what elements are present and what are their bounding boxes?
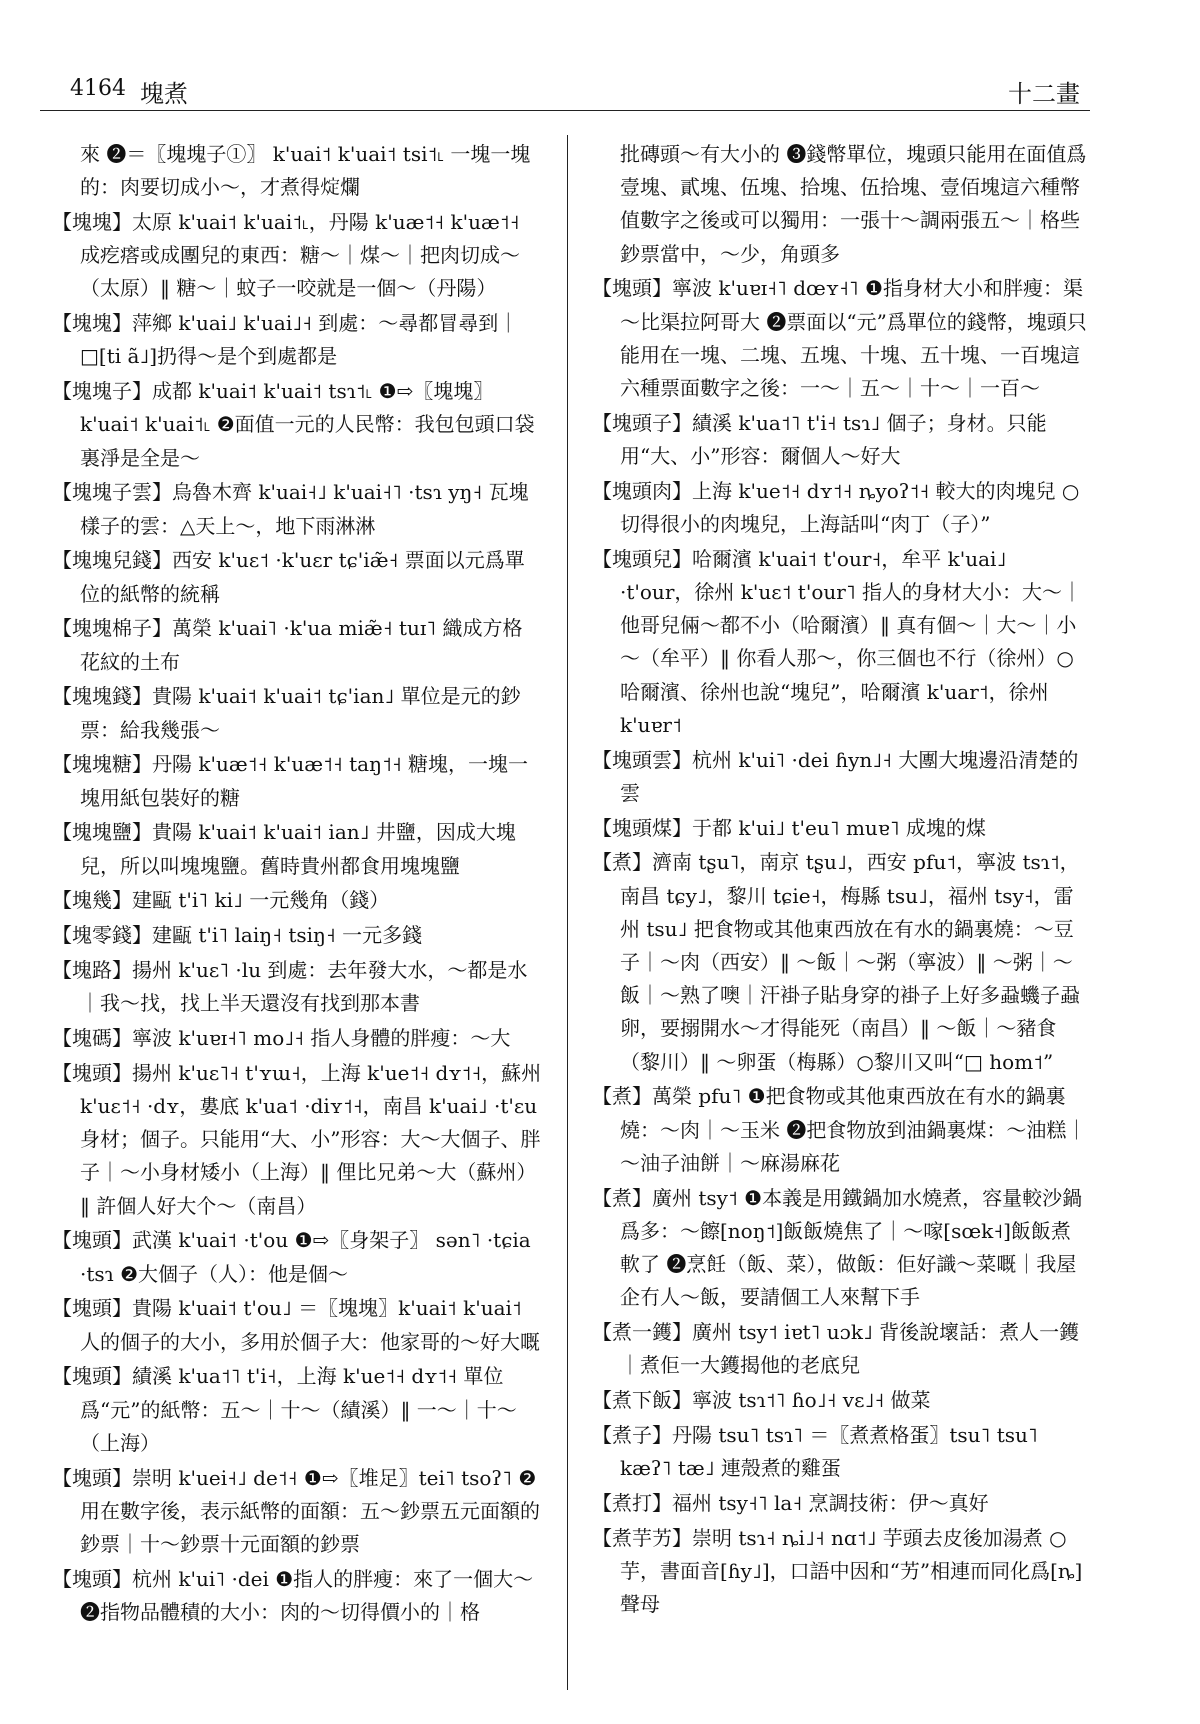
dictionary-entry: 【塊塊子】成都 k'uai˦ k'uai˦ tsɿ˦˪ ❶⇨〖塊塊〗k'uai˦ k'uai˦˪ ❷面值一元的人民幣：我包包頭口袋裏淨是全是～: [52, 379, 535, 470]
dictionary-entry: 【塊塊】萍鄉 k'uai˩ k'uai˩˧ 到處：～尋都冒尋到｜□[ti ã˩]扔得～是个到處都是: [52, 311, 519, 369]
dictionary-entry: 【煮一鑊】廣州 tsy˦ iɐt˥ uɔk˩ 背後說壞話：煮人一鑊｜煮佢一大鑊揭他的老底兒: [592, 1320, 1080, 1378]
dictionary-entry: 【煮】廣州 tsy˦ ❶本義是用鐵鍋加水燒煮，容量較沙鍋爲多：～𩟔[noŋ˦]飯飯燒焦了｜～𠺢[sœk˧]飯飯煮軟了 ❷烹飪（飯、菜），做飯：佢好識～菜嘅｜我屋企冇人～飯，要請個工人來幫下手: [592, 1185, 1083, 1310]
page-number: 4164: [70, 76, 126, 101]
dictionary-entry: 【塊塊子雲】烏魯木齊 k'uai˧˩ k'uai˧˥ ·tsɿ yŋ˧ 瓦塊樣子的雲：△天上～，地下雨淋淋: [52, 480, 529, 538]
dictionary-entry: 【塊塊錢】貴陽 k'uai˦ k'uai˦ tɕ'ian˩ 單位是元的鈔票：給我幾張～: [52, 684, 521, 742]
dictionary-entry: 【塊頭雲】杭州 k'ui˥ ·dei ɦyn˩˧ 大團大塊邊沿清楚的雲: [592, 747, 1079, 805]
dictionary-entry: 【煮下飯】寧波 tsɿ˦˥ ɦo˩˧ vɛ˩˧ 做菜: [592, 1388, 931, 1413]
dictionary-entry: 【煮打】福州 tsy˧˥ la˧ 烹調技術：伊～真好: [592, 1490, 989, 1515]
right-column: [592, 138, 1087, 1623]
dictionary-entry: 【塊頭】績溪 k'ua˦˥ t'i˧，上海 k'ue˦˧ dʏ˦˧ 單位爲“元”的紙幣：五～｜十～（績溪）‖ 一～｜十～（上海）: [52, 1364, 517, 1455]
dictionary-entry: 【塊頭兒】哈爾濱 k'uai˦ t'our˧，牟平 k'uai˩ ·t'our，徐州 k'uɛ˦ t'our˥ 指人的身材大小：大～｜他哥兒倆～都不小（哈爾濱）‖ 真有個～｜大～｜小～（牟平）‖ 你看人那～，你三個也不行（徐州）○哈爾濱、徐州也說“塊兒”，哈爾濱 k'uar˦，徐州 k'uɐr˦: [592, 546, 1083, 737]
dictionary-entry: 【塊頭】杭州 k'ui˥ ·dei ❶指人的胖瘦：來了一個大～ ❷指物品體積的大小：肉的～切得價小的｜格: [52, 1566, 534, 1625]
dictionary-entry: 【煮】濟南 tʂu˥，南京 tʂu˩，西安 pfu˦，寧波 tsɿ˦，南昌 tɕy˩，黎川 tɕie˧，梅縣 tsu˩，福州 tsy˧，雷州 tsu˩ 把食物或其他東西放在有水的鍋裏燒：～豆子｜～肉（西安）‖ ～飯｜～粥（寧波）‖ ～粥｜～飯｜～熟了噢｜汗褂子貼身穿的褂子上好多蝨蟣子蝨卵，要搦開水～才得能死（南昌）‖ ～飯｜～豬食（黎川）‖ ～卵蛋（梅縣）○黎川又叫“□ hom˦”: [592, 850, 1080, 1074]
dictionary-entry: 【煮子】丹陽 tsu˥ tsɿ˥ ＝〖煮煮格蛋〗tsu˥ tsu˥ kæʔ˥ tæ˩ 連殼煮的雞蛋: [592, 1422, 1038, 1481]
column-divider: [567, 135, 568, 1690]
dictionary-entry: 【塊頭子】績溪 k'ua˦˥ t'i˧ tsɿ˩ 個子；身材。只能用“大、小”形容：爾個人～好大: [592, 410, 1047, 469]
dictionary-entry: 【塊頭煤】于都 k'ui˩ t'eu˥ muɐ˥ 成塊的煤: [592, 815, 986, 840]
dictionary-entry: 【塊塊兒錢】西安 k'uɛ˦ ·k'uɛr tɕ'iæ̃˧ 票面以元爲單位的紙幣的統稱: [52, 548, 525, 606]
dictionary-entry: 【塊塊棉子】萬榮 k'uai˥ ·k'ua miæ̃˧ tuɪ˥ 織成方格花紋的土布: [52, 616, 523, 674]
dictionary-entry: 【塊塊鹽】貴陽 k'uai˦ k'uai˦ ian˩ 井鹽，因成大塊兒，所以叫塊塊鹽。舊時貴州都食用塊塊鹽: [52, 820, 516, 878]
dictionary-entry: 【塊頭】寧波 k'uɐɪ˧˥ dœʏ˧˥ ❶指身材大小和胖瘦：渠～比渠拉阿哥大 ❷票面以“元”爲單位的錢幣，塊頭只能用在一塊、二塊、五塊、十塊、五十塊、一百塊這六種票面數字之後：一～｜五～｜十～｜一百～: [592, 276, 1087, 401]
dictionary-entry: 【煮】萬榮 pfu˥ ❶把食物或其他東西放在有水的鍋裏燒：～肉｜～玉米 ❷把食物放到油鍋裏煤：～油糕｜～油子油餅｜～麻湯麻花: [592, 1084, 1087, 1175]
dictionary-entry: 來 ❷＝〖塊塊子①〗 k'uai˦ k'uai˦ tsi˦˪ 一塊一塊的：肉要切成小～，才煮得𤊟爛: [80, 142, 531, 200]
dictionary-entry: 【塊頭】崇明 k'uei˧˩ de˦˧ ❶⇨〖堆足〗tei˥ tsoʔ˥ ❷用在數字後，表示紙幣的面額：五～鈔票五元面額的鈔票｜十～鈔票十元面額的鈔票: [52, 1465, 540, 1557]
dictionary-entry: 【塊碼】寧波 k'uɐɪ˧˥ mo˩˧ 指人身體的胖瘦：～大: [52, 1026, 511, 1050]
stroke-section-label: 十二畫: [1008, 80, 1080, 108]
dictionary-entry: 批磚頭～有大小的 ❸錢幣單位，塊頭只能用在面值爲壹塊、貳塊、伍塊、拾塊、伍拾塊、壹佰塊這六種幣值數字之後或可以獨用：一張十～調兩張五～｜格些鈔票當中，～少，角頭多: [620, 142, 1087, 266]
dictionary-entry: 【塊零錢】建甌 t'i˥ laiŋ˧ tsiŋ˧ 一元多錢: [52, 923, 423, 948]
dictionary-entry: 【塊路】揚州 k'uɛ˥ ·lu 到處：去年發大水，～都是水｜我～找，找上半天還沒有找到那本書: [52, 958, 528, 1016]
dictionary-entry: 【煮芋艻】崇明 tsɿ˧ ȵi˩˧ nɑ˦˩ 芋頭去皮後加湯煮 ○芋，書面音[ɦy˩]，口語中因和“艻”相連而同化爲[ȵ]聲母: [592, 1525, 1083, 1617]
page-header: [40, 70, 1090, 111]
dictionary-entry: 【塊塊糖】丹陽 k'uæ˦˧ k'uæ˦˧ taŋ˦˧ 糖塊，一塊一塊用紙包裝好的糖: [52, 752, 529, 810]
dictionary-entry: 【塊頭肉】上海 k'ue˦˧ dʏ˦˧ ȵyoʔ˦˧ 較大的肉塊兒 ○切得很小的肉塊兒，上海話叫“肉丁（子）”: [592, 478, 1080, 537]
dictionary-entry: 【塊頭】揚州 k'uɛ˥˧ t'ʏɯ˧，上海 k'ue˦˧ dʏ˦˧，蘇州 k'uɛ˦˧ ·dʏ，婁底 k'ua˦ ·diʏ˦˧，南昌 k'uai˩ ·t'ɛu 身材；個子。只能用“大、小”形容：大～大個子、胖子｜～小身材矮小（上海）‖ 俚比兄弟～大（蘇州）‖ 許個人好大个～（南昌）: [52, 1060, 542, 1218]
dictionary-entry: 【塊幾】建甌 t'i˥ ki˩ 一元幾角（錢）: [52, 888, 390, 913]
left-column: [52, 138, 542, 1631]
page-headword-range: 塊煮: [140, 80, 188, 108]
dictionary-entry: 【塊塊】太原 k'uai˦ k'uai˦˪，丹陽 k'uæ˦˧ k'uæ˦˧ 成疙瘩或成團兒的東西：糖～｜煤～｜把肉切成～（太原）‖ 糖～｜蚊子一咬就是一個～（丹陽）: [52, 210, 520, 301]
dictionary-entry: 【塊頭】武漢 k'uai˦ ·t'ou ❶⇨〖身架子〗 sən˥ ·tɕia ·tsɿ ❷大個子（人）：他是個～: [52, 1228, 531, 1286]
dictionary-entry: 【塊頭】貴陽 k'uai˦ t'ou˩ ＝〖塊塊〗k'uai˦ k'uai˦ 人的個子的大小，多用於個子大：他家哥的～好大嘅: [52, 1296, 540, 1354]
